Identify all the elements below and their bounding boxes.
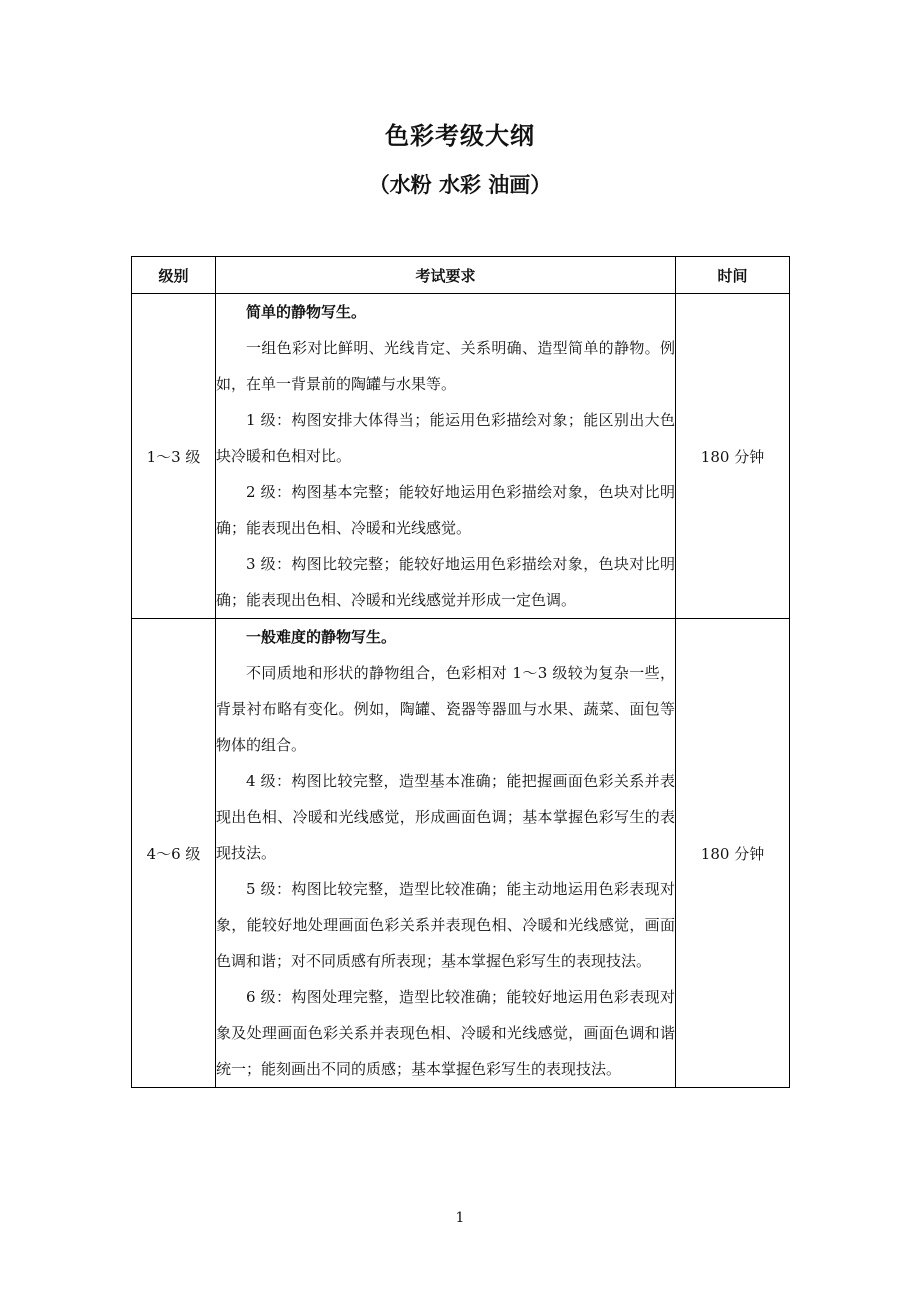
requirements-cell: [216, 619, 676, 1088]
requirement-paragraph: 2 级：构图基本完整；能较好地运用色彩描绘对象，色块对比明确；能表现出色相、冷暖和光线感觉。: [216, 483, 675, 537]
document-title: 色彩考级大纲: [385, 122, 535, 150]
time-cell: 180 分钟: [676, 294, 790, 619]
table-header-row: [132, 257, 790, 294]
level-cell: 1～3 级: [132, 294, 216, 619]
requirement-paragraph: 5 级：构图比较完整，造型比较准确；能主动地运用色彩表现对象，能较好地处理画面色彩关系并表现色相、冷暖和光线感觉，画面色调和谐；对不同质感有所表现；基本掌握色彩写生的表现技法。: [216, 880, 675, 970]
page-number: 1: [455, 1210, 465, 1226]
header-level: 级别: [132, 257, 216, 294]
requirement-paragraph: 4 级：构图比较完整，造型基本准确；能把握画面色彩关系并表现出色相、冷暖和光线感觉，形成画面色调；基本掌握色彩写生的表现技法。: [216, 772, 675, 862]
table-row: [132, 619, 790, 1088]
requirement-lead: 一般难度的静物写生。: [246, 628, 397, 646]
requirement-paragraph: 3 级：构图比较完整；能较好地运用色彩描绘对象，色块对比明确；能表现出色相、冷暖和光线感觉并形成一定色调。: [216, 555, 675, 609]
header-requirements: 考试要求: [216, 257, 676, 294]
requirement-lead: 简单的静物写生。: [246, 303, 367, 321]
syllabus-table: [131, 256, 790, 1088]
level-cell: 4～6 级: [132, 619, 216, 1088]
requirement-paragraph: 6 级：构图处理完整，造型比较准确；能较好地运用色彩表现对象及处理画面色彩关系并表现色相、冷暖和光线感觉，画面色调和谐统一；能刻画出不同的质感；基本掌握色彩写生的表现技法。: [216, 988, 675, 1078]
time-cell: 180 分钟: [676, 619, 790, 1088]
requirement-paragraph: 1 级：构图安排大体得当；能运用色彩描绘对象；能区别出大色块冷暖和色相对比。: [216, 411, 675, 465]
requirements-cell: [216, 294, 676, 619]
requirement-paragraph: 一组色彩对比鲜明、光线肯定、关系明确、造型简单的静物。例如，在单一背景前的陶罐与水果等。: [216, 339, 675, 393]
header-time: 时间: [676, 257, 790, 294]
document-subtitle: （水粉 水彩 油画）: [368, 173, 552, 197]
requirement-paragraph: 不同质地和形状的静物组合，色彩相对 1～3 级较为复杂一些，背景衬布略有变化。例如，陶罐、瓷器等器皿与水果、蔬菜、面包等物体的组合。: [216, 664, 675, 754]
table-row: [132, 294, 790, 619]
